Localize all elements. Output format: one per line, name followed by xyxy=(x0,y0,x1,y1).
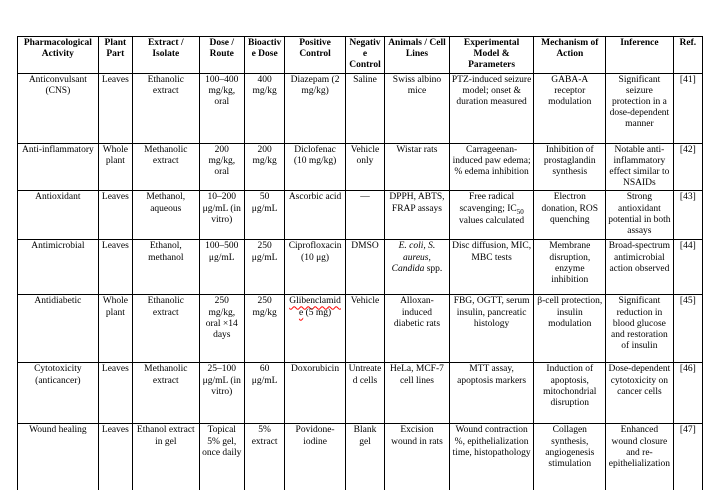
cell-bioactive-dose: 200 mg/kg xyxy=(244,143,284,191)
cell-plant-part: Leaves xyxy=(98,191,132,240)
cell-negative-control: Untreated cells xyxy=(345,363,384,424)
cell-dose-route: Topical 5% gel, once daily xyxy=(199,424,244,490)
cell-mechanism: Electron donation, ROS quenching xyxy=(534,191,606,240)
cell-negative-control: Blank gel xyxy=(345,424,384,490)
cell-ref: [47] xyxy=(673,424,702,490)
cell-extract: Methanol, aqueous xyxy=(133,191,200,240)
ic50-subscript: 50 xyxy=(516,207,524,216)
cell-bioactive-dose: 5% extract xyxy=(244,424,284,490)
cell-positive-control: Diazepam (2 mg/kg) xyxy=(285,73,346,143)
table-row-cytotoxicity xyxy=(18,363,703,424)
cell-activity: Antimicrobial xyxy=(18,240,99,295)
cell-dose-route: 25–100 μg/mL (in vitro) xyxy=(199,363,244,424)
column-header-positive-control: Positive Control xyxy=(285,37,346,74)
cell-dose-route: 100–500 μg/mL xyxy=(199,240,244,295)
cell-model: Wound contraction %, epithelialization time, histopathology xyxy=(449,424,534,490)
cell-activity: Antioxidant xyxy=(18,191,99,240)
cell-animals: Swiss albino mice xyxy=(385,73,450,143)
cell-extract: Ethanolic extract xyxy=(133,73,200,143)
cell-ref: [45] xyxy=(673,295,702,363)
cell-extract: Methanolic extract xyxy=(133,143,200,191)
cell-model: PTZ-induced seizure model; onset & duration measured xyxy=(449,73,534,143)
model-text-pre: Free radical scavenging; IC xyxy=(459,192,517,214)
cell-ref: [41] xyxy=(673,73,702,143)
cell-animals: HeLa, MCF-7 cell lines xyxy=(385,363,450,424)
cell-plant-part: Leaves xyxy=(98,240,132,295)
column-header-activity: Pharmacological Activity xyxy=(18,37,99,74)
cell-plant-part: Whole plant xyxy=(98,295,132,363)
cell-ref: [43] xyxy=(673,191,702,240)
organism-names-roman: spp. xyxy=(424,263,443,274)
cell-positive-control: Ascorbic acid xyxy=(285,191,346,240)
cell-dose-route: 200 mg/kg, oral xyxy=(199,143,244,191)
cell-plant-part: Leaves xyxy=(98,363,132,424)
cell-plant-part: Leaves xyxy=(98,73,132,143)
cell-ref: [46] xyxy=(673,363,702,424)
cell-ref: [42] xyxy=(673,143,702,191)
column-header-ref: Ref. xyxy=(673,37,702,74)
cell-bioactive-dose: 400 mg/kg xyxy=(244,73,284,143)
cell-model: Carrageenan-induced paw edema; % edema inhibition xyxy=(449,143,534,191)
column-header-extract: Extract / Isolate xyxy=(133,37,200,74)
cell-negative-control: Saline xyxy=(345,73,384,143)
cell-activity: Anti-inflammatory xyxy=(18,143,99,191)
cell-bioactive-dose: 60 μg/mL xyxy=(244,363,284,424)
cell-inference: Significant seizure protection in a dose-dependent manner xyxy=(606,73,674,143)
model-text-post: values calculated xyxy=(459,215,525,226)
column-header-inference: Inference xyxy=(606,37,674,74)
cell-negative-control: Vehicle only xyxy=(345,143,384,191)
column-header-negative-control: Negative Control xyxy=(345,37,384,74)
cell-positive-control: Povidone-iodine xyxy=(285,424,346,490)
cell-ref: [44] xyxy=(673,240,702,295)
cell-mechanism: Collagen synthesis, angiogenesis stimulation xyxy=(534,424,606,490)
cell-inference: Strong antioxidant potential in both assays xyxy=(606,191,674,240)
cell-positive-control xyxy=(285,295,346,363)
header-row xyxy=(18,37,703,74)
cell-model: MTT assay, apoptosis markers xyxy=(449,363,534,424)
cell-activity: Antidiabetic xyxy=(18,295,99,363)
spellcheck-flagged-word: Glibenclamide xyxy=(289,296,341,318)
cell-dose-route: 100–400 mg/kg, oral xyxy=(199,73,244,143)
table-row-antidiabetic xyxy=(18,295,703,363)
organism-names-italic: E. coli, S. aureus, Candida xyxy=(391,241,436,274)
cell-extract: Methanolic extract xyxy=(133,363,200,424)
cell-mechanism: Membrane disruption, enzyme inhibition xyxy=(534,240,606,295)
pharmacology-table xyxy=(17,36,703,490)
cell-activity: Cytotoxicity (anticancer) xyxy=(18,363,99,424)
cell-mechanism: Induction of apoptosis, mitochondrial disruption xyxy=(534,363,606,424)
cell-animals xyxy=(385,240,450,295)
cell-negative-control: DMSO xyxy=(345,240,384,295)
cell-mechanism: Inhibition of prostaglandin synthesis xyxy=(534,143,606,191)
column-header-dose-route: Dose / Route xyxy=(199,37,244,74)
cell-animals: Wistar rats xyxy=(385,143,450,191)
cell-animals: DPPH, ABTS, FRAP assays xyxy=(385,191,450,240)
cell-positive-control: Diclofenac (10 mg/kg) xyxy=(285,143,346,191)
cell-bioactive-dose: 50 μg/mL xyxy=(244,191,284,240)
cell-inference: Broad-spectrum antimicrobial action observed xyxy=(606,240,674,295)
table-row-anticonvulsant xyxy=(18,73,703,143)
column-header-mechanism: Mechanism of Action xyxy=(534,37,606,74)
cell-mechanism: GABA-A receptor modulation xyxy=(534,73,606,143)
cell-activity: Wound healing xyxy=(18,424,99,490)
table-row-wound-healing xyxy=(18,424,703,490)
cell-model: Disc diffusion, MIC, MBC tests xyxy=(449,240,534,295)
cell-positive-control: Ciprofloxacin (10 μg) xyxy=(285,240,346,295)
cell-inference: Significant reduction in blood glucose and restoration of insulin xyxy=(606,295,674,363)
cell-animals: Alloxan-induced diabetic rats xyxy=(385,295,450,363)
cell-bioactive-dose: 250 μg/mL xyxy=(244,240,284,295)
cell-plant-part: Whole plant xyxy=(98,143,132,191)
cell-mechanism: β-cell protection, insulin modulation xyxy=(534,295,606,363)
cell-inference: Enhanced wound closure and re-epithelialization xyxy=(606,424,674,490)
cell-model: FBG, OGTT, serum insulin, pancreatic histology xyxy=(449,295,534,363)
cell-bioactive-dose: 250 mg/kg xyxy=(244,295,284,363)
table-row-anti-inflammatory xyxy=(18,143,703,191)
cell-dose-route: 250 mg/kg, oral ×14 days xyxy=(199,295,244,363)
cell-extract: Ethanol, methanol xyxy=(133,240,200,295)
column-header-model: Experimental Model & Parameters xyxy=(449,37,534,74)
column-header-animals: Animals / Cell Lines xyxy=(385,37,450,74)
cell-model xyxy=(449,191,534,240)
cell-activity: Anticonvulsant (CNS) xyxy=(18,73,99,143)
cell-negative-control: — xyxy=(345,191,384,240)
cell-extract: Ethanolic extract xyxy=(133,295,200,363)
cell-inference: Notable anti-inflammatory effect similar to NSAIDs xyxy=(606,143,674,191)
column-header-plant-part: Plant Part xyxy=(98,37,132,74)
cell-animals: Excision wound in rats xyxy=(385,424,450,490)
table-row-antimicrobial xyxy=(18,240,703,295)
table-row-antioxidant xyxy=(18,191,703,240)
cell-plant-part: Leaves xyxy=(98,424,132,490)
cell-negative-control: Vehicle xyxy=(345,295,384,363)
cell-inference: Dose-dependent cytotoxicity on cancer cells xyxy=(606,363,674,424)
column-header-bioactive-dose: Bioactive Dose xyxy=(244,37,284,74)
cell-dose-route: 10–200 μg/mL (in vitro) xyxy=(199,191,244,240)
cell-extract: Ethanol extract in gel xyxy=(133,424,200,490)
positive-control-dose: (5 mg) xyxy=(303,307,332,318)
cell-positive-control: Doxorubicin xyxy=(285,363,346,424)
